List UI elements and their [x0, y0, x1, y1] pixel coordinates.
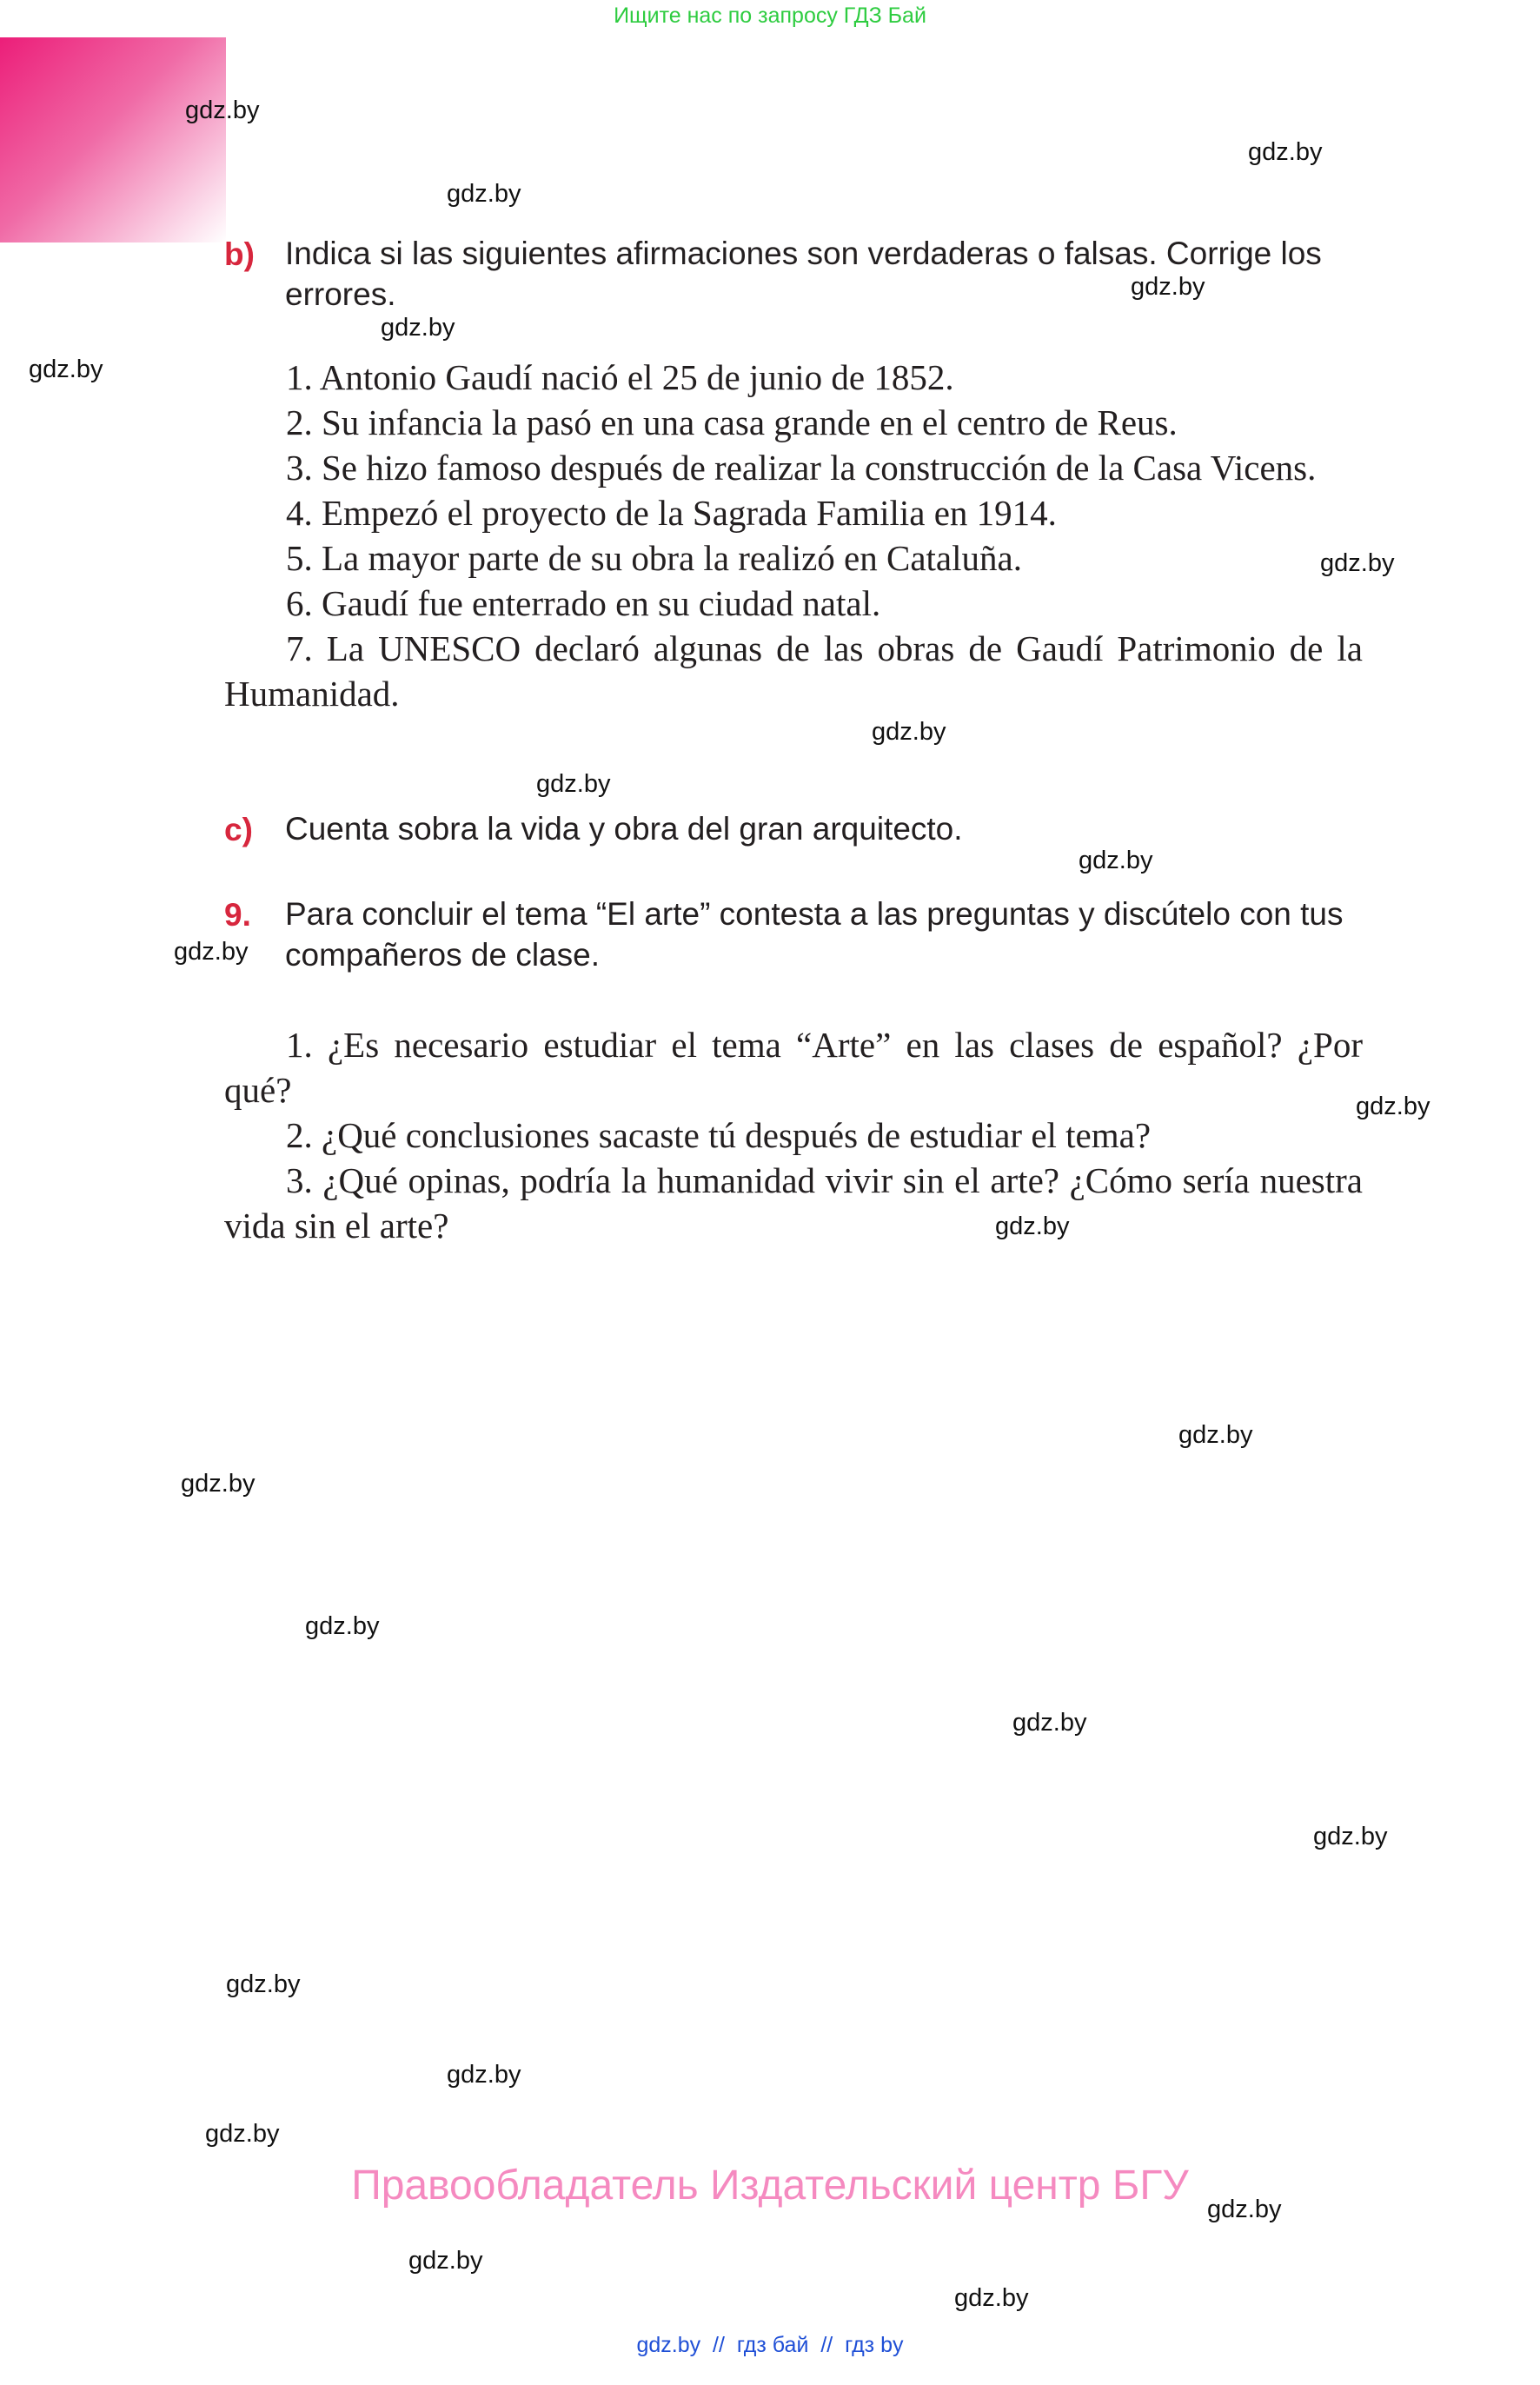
watermark: gdz.by: [185, 96, 260, 124]
top-banner[interactable]: Ищите нас по запросу ГДЗ Бай: [614, 3, 926, 28]
exercise-9-marker: 9.: [224, 897, 251, 933]
watermark: gdz.by: [1207, 2196, 1282, 2223]
watermark: gdz.by: [1313, 1823, 1388, 1850]
watermark: gdz.by: [305, 1612, 380, 1640]
statements-list: [224, 355, 1363, 716]
statement-1: 1. Antonio Gaudí nació el 25 de junio de 1852.: [286, 357, 954, 397]
watermark: gdz.by: [205, 2120, 280, 2148]
watermark: gdz.by: [29, 355, 103, 383]
watermark: gdz.by: [447, 180, 521, 208]
questions-list: [224, 1022, 1363, 1248]
watermark: gdz.by: [1248, 138, 1323, 166]
statement-3: 3. Se hizo famoso después de realizar la construcción de la Casa Vicens.: [286, 448, 1317, 488]
question-3: 3. ¿Qué opinas, podría la humanidad vivir sin el arte? ¿Cómo sería nuestra vida sin el arte?: [224, 1160, 1363, 1246]
exercise-9-instruction: Para concluir el tema “El arte” contesta a las preguntas y discútelo con tus compañeros de clase.: [285, 896, 1344, 973]
watermark: gdz.by: [954, 2284, 1029, 2312]
corner-gradient-decoration: [0, 37, 226, 242]
section-c-marker: c): [224, 812, 253, 847]
statement-2: 2. Su infancia la pasó en una casa grande en el centro de Reus.: [286, 402, 1178, 442]
watermark: gdz.by: [536, 770, 611, 798]
section-b-instruction: Indica si las siguientes afirmaciones son verdaderas o falsas. Corrige los errores.: [285, 236, 1322, 312]
section-c-instruction: Cuenta sobra la vida y obra del gran arquitecto.: [285, 811, 963, 847]
footer-links[interactable]: gdz.by // гдз бай // гдз by: [636, 2333, 904, 2357]
section-b-marker: b): [224, 236, 255, 272]
watermark: gdz.by: [174, 938, 249, 966]
watermark: gdz.by: [1012, 1709, 1087, 1737]
watermark: gdz.by: [1356, 1093, 1430, 1120]
watermark: gdz.by: [1178, 1421, 1253, 1449]
watermark: gdz.by: [447, 2061, 521, 2089]
watermark: gdz.by: [1320, 549, 1395, 577]
watermark: gdz.by: [1079, 847, 1153, 874]
statement-7: 7. La UNESCO declaró algunas de las obras de Gaudí Patrimonio de la Humanidad.: [224, 628, 1363, 714]
watermark: gdz.by: [872, 718, 946, 746]
copyright-notice: Правообладатель Издательский центр БГУ: [351, 2162, 1189, 2209]
statement-5: 5. La mayor parte de su obra la realizó en Cataluña.: [286, 538, 1022, 578]
statement-4: 4. Empezó el proyecto de la Sagrada Familia en 1914.: [286, 493, 1057, 533]
watermark: gdz.by: [381, 314, 455, 342]
statement-6: 6. Gaudí fue enterrado en su ciudad natal.: [286, 583, 881, 623]
watermark: gdz.by: [408, 2247, 483, 2275]
watermark: gdz.by: [226, 1970, 301, 1998]
watermark: gdz.by: [995, 1212, 1070, 1240]
watermark: gdz.by: [1131, 273, 1205, 301]
watermark: gdz.by: [181, 1470, 256, 1498]
question-1: 1. ¿Es necesario estudiar el tema “Arte” en las clases de español? ¿Por qué?: [224, 1025, 1363, 1110]
question-2: 2. ¿Qué conclusiones sacaste tú después de estudiar el tema?: [286, 1115, 1152, 1155]
